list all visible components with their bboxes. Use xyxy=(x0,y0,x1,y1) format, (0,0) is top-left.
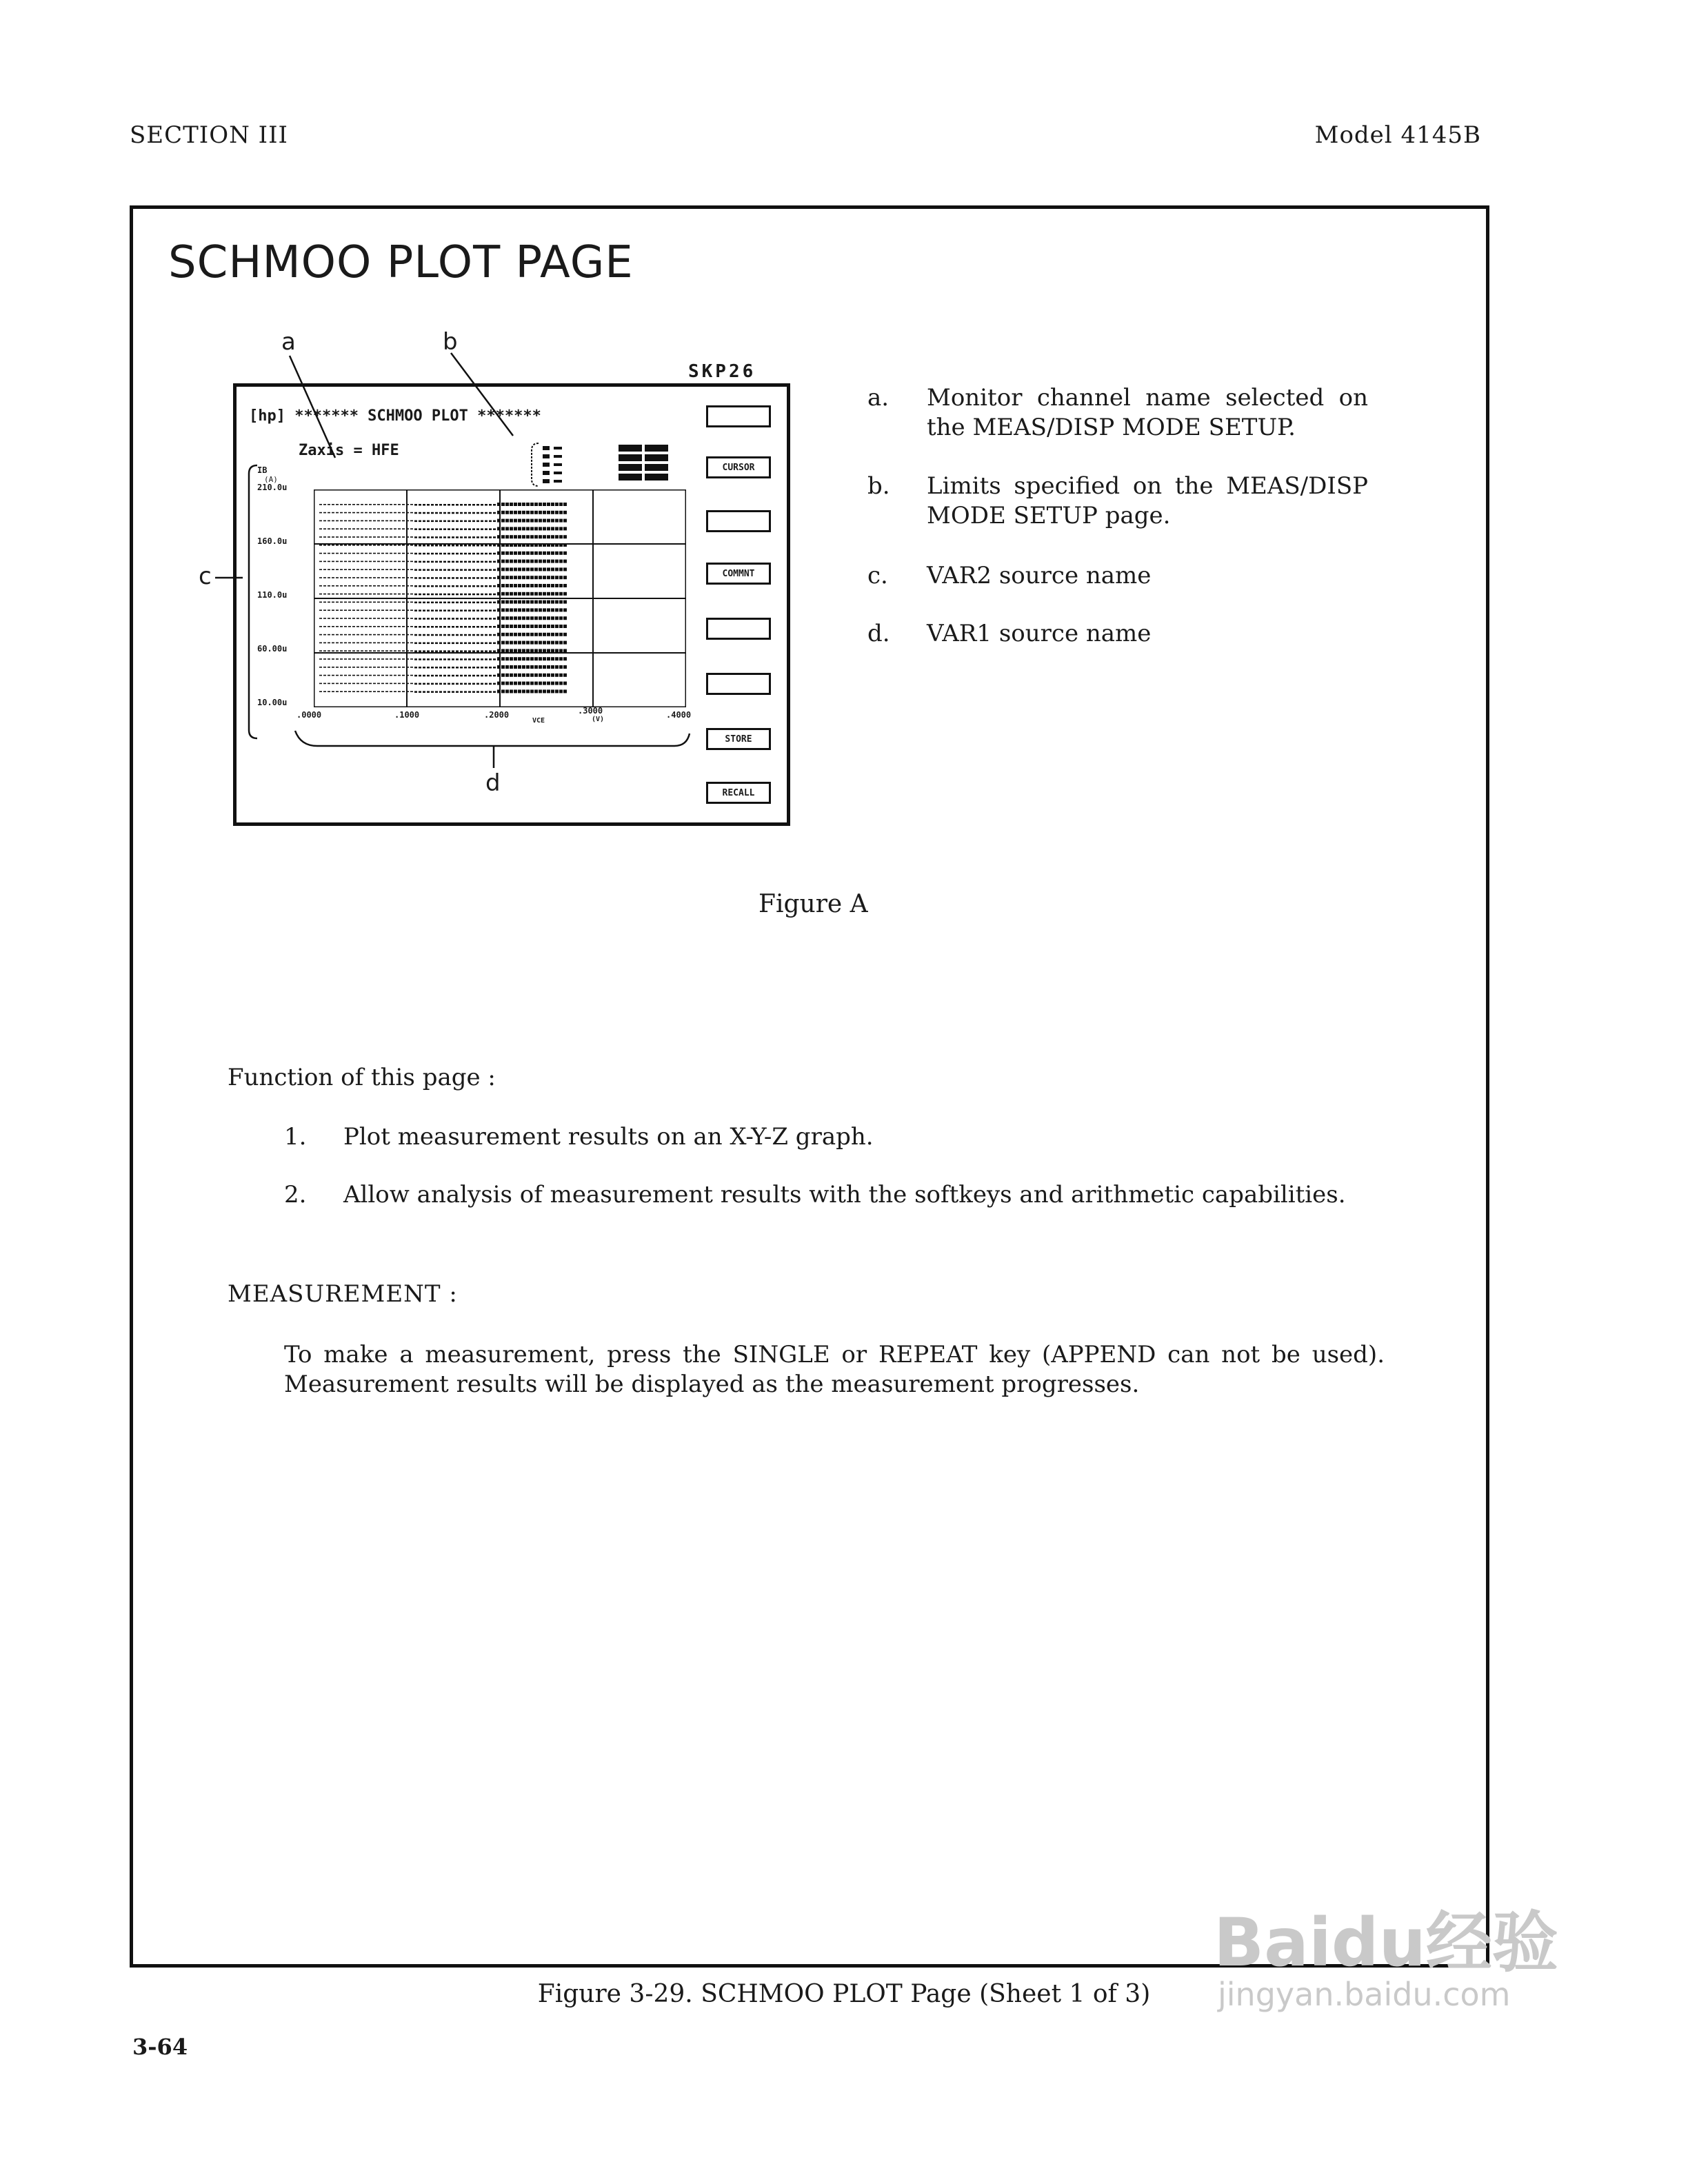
callout-item-text: VAR1 source name xyxy=(927,620,1152,647)
callout-item-text: VAR2 source name xyxy=(927,562,1152,589)
callout-b-line xyxy=(451,353,513,436)
softkey-3 xyxy=(706,510,771,532)
callout-a-line xyxy=(290,356,335,458)
figure-a-caption: Figure A xyxy=(758,890,868,918)
callout-c: c xyxy=(199,563,212,590)
var1-bracket xyxy=(295,731,690,746)
softkey-cursor: CURSOR xyxy=(706,456,771,478)
softkey-commnt: COMMNT xyxy=(706,563,771,585)
y-axis-unit: (A) xyxy=(264,475,278,484)
measurement-heading: MEASUREMENT : xyxy=(228,1280,458,1308)
softkey-store: STORE xyxy=(706,728,771,750)
y-axis-name: IB xyxy=(257,465,268,475)
softkey-recall: RECALL xyxy=(706,782,771,804)
x-tick: .4000 xyxy=(666,710,692,720)
softkey-5 xyxy=(706,618,771,640)
callout-item-key: c. xyxy=(867,562,888,589)
zaxis-label: Zaxis = HFE xyxy=(299,442,399,459)
callout-item-key: b. xyxy=(867,472,890,500)
watermark xyxy=(1214,1904,1558,2013)
watermark-url: jingyan.baidu.com xyxy=(1218,1976,1511,2013)
x-axis-unit: (V) xyxy=(592,716,605,723)
function-text: Plot measurement results on an X-Y-Z graph. xyxy=(343,1123,874,1151)
page-title: SCHMOO PLOT PAGE xyxy=(168,237,634,288)
measurement-text: To make a measurement, press the SINGLE or REPEAT key (APPEND can not be used). Measurement results will be displayed as the measurement progresses. xyxy=(284,1341,1385,1398)
callout-item-text: Limits specified on the MEAS/DISP MODE SETUP page. xyxy=(927,472,1368,529)
y-tick: 210.0u xyxy=(257,483,288,492)
callout-item-key: a. xyxy=(867,384,890,412)
callout-item-text: Monitor channel name selected on the MEAS/DISP MODE SETUP. xyxy=(927,384,1368,441)
callout-b: b xyxy=(443,328,458,356)
function-heading: Function of this page : xyxy=(228,1064,496,1091)
y-tick: 110.0u xyxy=(257,590,288,600)
watermark-brand: Baidu xyxy=(1214,1904,1426,1981)
x-tick: .1000 xyxy=(394,710,420,720)
page-number: 3-64 xyxy=(132,2034,188,2060)
screen-id: SKP26 xyxy=(688,361,756,382)
x-tick: .0000 xyxy=(297,710,322,720)
callout-a: a xyxy=(281,328,296,356)
figure-caption: Figure 3-29. SCHMOO PLOT Page (Sheet 1 of 3) xyxy=(537,1980,1151,2008)
x-axis-name: VCE xyxy=(532,717,545,725)
section-label: SECTION III xyxy=(130,121,288,149)
callout-lines xyxy=(0,0,1688,896)
callout-d: d xyxy=(485,769,501,797)
x-tick: .3000 xyxy=(578,706,603,716)
y-tick: 60.00u xyxy=(257,644,288,654)
function-num: 1. xyxy=(284,1123,307,1151)
softkey-6 xyxy=(706,673,771,695)
softkey-1 xyxy=(706,405,771,427)
screen-title: [hp] ******* SCHMOO PLOT ******* xyxy=(249,407,541,425)
y-tick: 160.0u xyxy=(257,536,288,546)
y-tick: 10.00u xyxy=(257,698,288,707)
function-num: 2. xyxy=(284,1181,307,1209)
function-text: Allow analysis of measurement results with the softkeys and arithmetic capabilities. xyxy=(343,1181,1346,1209)
model-label: Model 4145B xyxy=(1314,121,1481,149)
x-tick: .2000 xyxy=(484,710,510,720)
callout-item-key: d. xyxy=(867,620,890,647)
watermark-brand-cn: 经验 xyxy=(1425,1904,1558,1981)
